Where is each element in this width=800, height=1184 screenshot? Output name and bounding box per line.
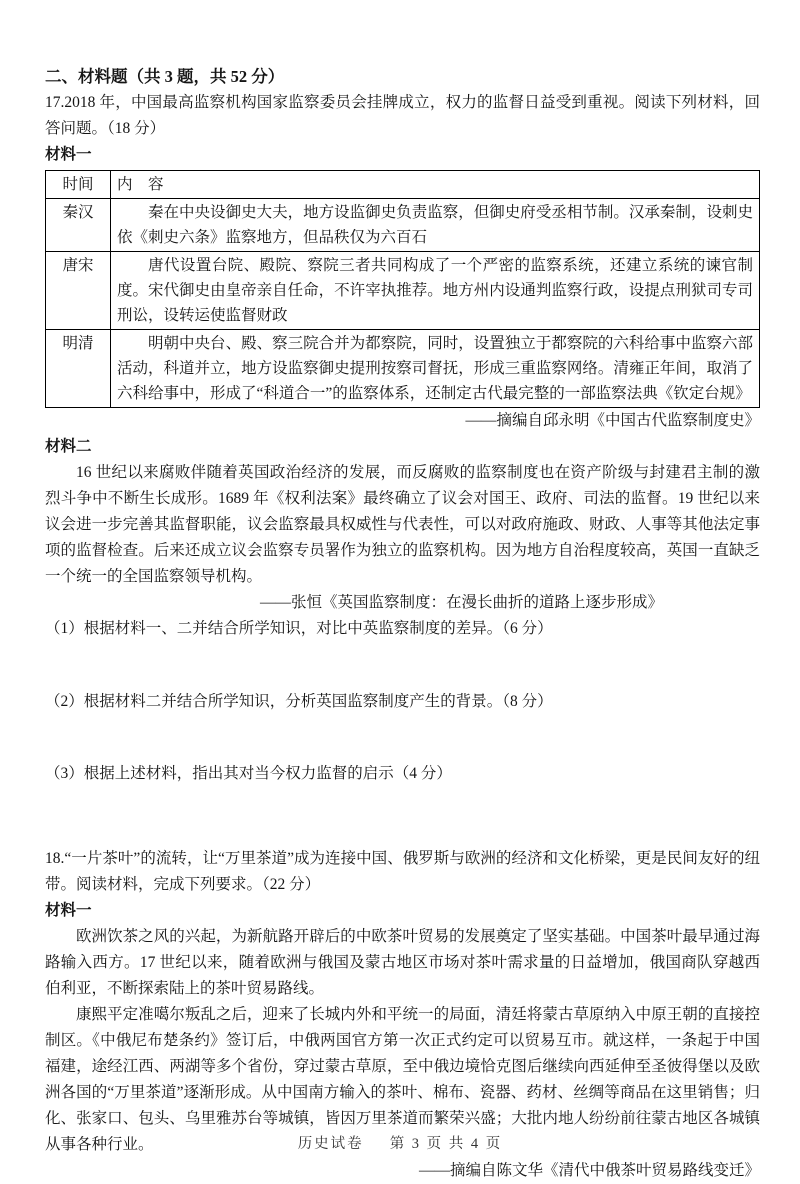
table-cell-period: 秦汉 xyxy=(46,199,111,252)
section-title: 二、材料题（共 3 题，共 52 分） xyxy=(45,67,285,86)
q17-material-2-label: 材料二 xyxy=(45,438,92,455)
table-cell-period: 明清 xyxy=(46,330,111,408)
q18-paragraph-1: 欧洲饮茶之风的兴起，为新航路开辟后的中欧茶叶贸易的发展奠定了坚实基础。中国茶叶最早通过海路输入西方。17 世纪以来，随着欧洲与俄国及蒙古地区市场对茶叶需求量的日益增加，俄国商队穿越西伯利亚，不断探索陆上的茶叶贸易路线。 xyxy=(45,928,760,997)
answer-space xyxy=(45,787,760,846)
question-18-intro: 18.“一片茶叶”的流转，让“万里茶道”成为连接中国、俄罗斯与欧洲的经济和文化桥梁，更是民间友好的纽带。阅读材料，完成下列要求。（22 分） xyxy=(45,850,760,893)
answer-space xyxy=(45,715,760,761)
q17-subquestion-2: （2）根据材料二并结合所学知识，分析英国监察制度产生的背景。（8 分） xyxy=(45,693,553,710)
q17-material-2-text: 16 世纪以来腐败伴随着英国政治经济的发展，而反腐败的监察制度也在资产阶级与封建君主制的激烈斗争中不断生长成形。1689 年《权利法案》最终确立了议会对国王、政府、司法的监督。19 世纪以来议会进一步完善其监督职能，议会监察最具权威性与代表性，可以对政府施政、财政、人事等其他法定事项的监督检查。后来还成立议会监察专员署作为独立的监察机构。因为地方自治程度较高，英国一直缺乏一个统一的全国监察领导机构。 xyxy=(45,464,760,585)
table-cell-content: 唐代设置台院、殿院、察院三者共同构成了一个严密的监察系统，还建立系统的谏官制度。宋代御史由皇帝亲自任命，不许宰执推荐。地方州内设通判监察行政，设提点刑狱司专司刑讼，设转运使监督财政 xyxy=(111,252,760,330)
q18-material-source: ——摘编自陈文华《清代中俄茶叶贸易路线变迁》 xyxy=(418,1162,760,1179)
q17-subquestion-1: （1）根据材料一、二并结合所学知识，对比中英监察制度的差异。（6 分） xyxy=(45,620,553,637)
q17-material-table xyxy=(45,170,760,408)
table-header-period: 时间 xyxy=(46,171,111,199)
table-header-content: 内 容 xyxy=(111,171,760,199)
table-row xyxy=(46,330,760,408)
q18-paragraph-2: 康熙平定准噶尔叛乱之后，迎来了长城内外和平统一的局面，清廷将蒙古草原纳入中原王朝的直接控制区。《中俄尼布楚条约》签订后，中俄两国官方第一次正式约定可以贸易互市。就这样，一条起于中国福建，途经江西、两湖等多个省份，穿过蒙古草原，至中俄边境恰克图后继续向西延伸至圣彼得堡以及欧洲各国的“万里茶道”逐渐形成。从中国南方输入的茶叶、棉布、瓷器、药材、丝绸等商品在这里销售；归化、张家口、包头、乌里雅苏台等城镇，皆因万里茶道而繁荣兴盛；大批内地人纷纷前往蒙古地区各城镇从事各种行业。 xyxy=(45,1006,760,1153)
question-17-intro: 17.2018 年，中国最高监察机构国家监察委员会挂牌成立，权力的监督日益受到重视。阅读下列材料，回答问题。（18 分） xyxy=(45,94,760,137)
footer-doc-name: 历史试卷 xyxy=(297,1136,364,1152)
page-footer xyxy=(0,1132,800,1153)
footer-page-number: 第 3 页 共 4 页 xyxy=(389,1136,503,1152)
q17-material-1-source: ——摘编自邱永明《中国古代监察制度史》 xyxy=(465,412,760,429)
table-header-row xyxy=(46,171,760,199)
q18-material-1-label: 材料一 xyxy=(45,902,92,919)
answer-space xyxy=(45,642,760,689)
table-cell-content: 秦在中央设御史大夫，地方设监御史负责监察，但御史府受丞相节制。汉承秦制，设刺史依《刺史六条》监察地方，但品秩仅为六百石 xyxy=(111,199,760,252)
table-row xyxy=(46,252,760,330)
q17-subquestion-3: （3）根据上述材料，指出其对当今权力监督的启示（4 分） xyxy=(45,765,452,782)
q17-material-1-label: 材料一 xyxy=(45,146,92,163)
table-cell-content: 明朝中央台、殿、察三院合并为都察院，同时，设置独立于都察院的六科给事中监察六部活动，科道并立，地方设监察御史提刑按察司督抚，形成三重监察网络。清雍正年间，取消了六科给事中，形成了“科道合一”的监察体系，还制定古代最完整的一部监察法典《钦定台规》 xyxy=(111,330,760,408)
table-row xyxy=(46,199,760,252)
table-cell-period: 唐宋 xyxy=(46,252,111,330)
q17-material-2-source: ——张恒《英国监察制度：在漫长曲折的道路上逐步形成》 xyxy=(259,594,663,611)
